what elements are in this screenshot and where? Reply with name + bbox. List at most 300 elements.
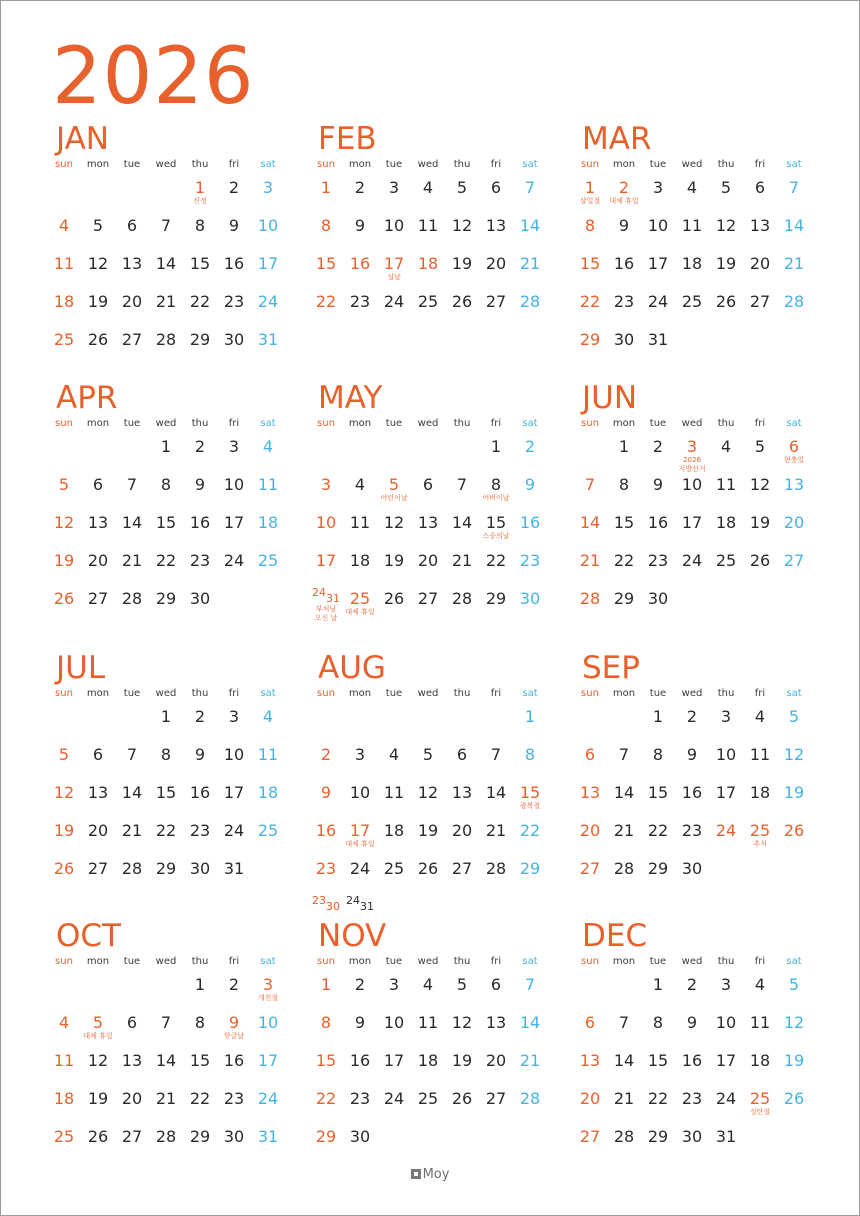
day-number: 25 <box>681 292 703 311</box>
day-cell[interactable] <box>246 515 290 531</box>
day-cell[interactable] <box>508 785 552 811</box>
day-cell[interactable] <box>508 1015 552 1031</box>
weekday-label: mon <box>86 956 110 967</box>
day-cell[interactable] <box>246 977 290 1003</box>
day-number: 9 <box>686 1013 698 1032</box>
day-number: 16 <box>223 1051 245 1070</box>
day-number: 8 <box>584 216 596 235</box>
day-cell[interactable] <box>246 1015 290 1031</box>
day-number: 8 <box>320 216 332 235</box>
day-cell[interactable] <box>772 747 816 763</box>
day-number: 4 <box>686 178 698 197</box>
merged-day-cell[interactable] <box>338 895 382 912</box>
day-cell[interactable] <box>246 747 290 763</box>
day-number: 26 <box>417 859 439 878</box>
day-number: 15 <box>485 513 507 532</box>
weekday-label: thu <box>717 688 735 699</box>
day-number: 11 <box>749 745 771 764</box>
day-number: 7 <box>788 178 800 197</box>
day-number: 25 <box>749 1089 771 1108</box>
day-number: 25 <box>715 551 737 570</box>
weekday-label: fri <box>228 418 240 429</box>
day-number: 18 <box>715 513 737 532</box>
day-cell[interactable] <box>670 861 714 877</box>
month-name: JUN <box>582 380 638 416</box>
day-number: 20 <box>749 254 771 273</box>
day-number: 3 <box>720 707 732 726</box>
day-number: 8 <box>320 1013 332 1032</box>
day-number: 8 <box>524 745 536 764</box>
day-number: 5 <box>422 745 434 764</box>
weekday-label: thu <box>453 159 471 170</box>
day-number: 8 <box>194 1013 206 1032</box>
day-cell[interactable] <box>772 823 816 839</box>
day-number: 20 <box>87 821 109 840</box>
day-number: 26 <box>783 821 805 840</box>
weekday-label: fri <box>490 159 502 170</box>
day-number: 8 <box>652 745 664 764</box>
day-cell[interactable] <box>636 591 680 607</box>
day-number: 15 <box>315 254 337 273</box>
weekday-label: fri <box>490 956 502 967</box>
weekday-label: thu <box>191 418 209 429</box>
holiday-note: 어버이날 <box>482 494 510 502</box>
weekday-label: tue <box>649 688 667 699</box>
day-number: 12 <box>383 513 405 532</box>
day-number: 7 <box>456 475 468 494</box>
day-number: 7 <box>126 475 138 494</box>
day-number: 6 <box>126 216 138 235</box>
day-number: 6 <box>456 745 468 764</box>
day-number: 7 <box>524 975 536 994</box>
month-name: AUG <box>318 650 386 686</box>
day-cell[interactable] <box>508 256 552 272</box>
day-number: 18 <box>417 1051 439 1070</box>
day-cell[interactable] <box>508 747 552 763</box>
day-number: 27 <box>485 1089 507 1108</box>
day-number: 13 <box>485 216 507 235</box>
day-number: 3 <box>228 437 240 456</box>
day-number: 28 <box>613 859 635 878</box>
day-cell[interactable] <box>508 709 552 725</box>
day-number: 11 <box>257 745 279 764</box>
day-cell[interactable] <box>508 553 552 569</box>
day-number: 6 <box>126 1013 138 1032</box>
day-cell[interactable] <box>246 294 290 310</box>
day-number: 14 <box>519 216 541 235</box>
weekday-label: wed <box>417 418 439 429</box>
weekday-label: mon <box>348 688 372 699</box>
day-number: 20 <box>579 1089 601 1108</box>
month-name: SEP <box>582 650 640 686</box>
day-number: 28 <box>121 859 143 878</box>
weekday-label: sat <box>786 159 802 170</box>
day-cell[interactable] <box>246 218 290 234</box>
day-number: 30 <box>223 330 245 349</box>
day-number: 3 <box>228 707 240 726</box>
day-number: 19 <box>715 254 737 273</box>
day-number: 24 <box>223 821 245 840</box>
day-number: 11 <box>715 475 737 494</box>
day-number: 6 <box>584 745 596 764</box>
year-title: 2026 <box>52 32 255 122</box>
day-number: 18 <box>257 783 279 802</box>
day-number: 3 <box>686 437 698 456</box>
day-number: 22 <box>189 1089 211 1108</box>
day-number: 14 <box>783 216 805 235</box>
day-number: 11 <box>749 1013 771 1032</box>
weekday-label: sat <box>260 688 276 699</box>
day-number: 17 <box>715 783 737 802</box>
day-number: 24 <box>715 821 737 840</box>
day-number: 25 <box>417 1089 439 1108</box>
day-cell[interactable] <box>508 823 552 839</box>
day-number: 15 <box>647 1051 669 1070</box>
day-number: 24 <box>383 1089 405 1108</box>
day-cell[interactable] <box>246 1091 290 1107</box>
weekday-label: tue <box>385 688 403 699</box>
day-number: 1 <box>320 975 332 994</box>
day-number: 15 <box>155 783 177 802</box>
holiday-note: 대체 휴일 <box>345 608 375 616</box>
weekday-label: sun <box>55 159 73 170</box>
day-number: 1 <box>490 437 502 456</box>
day-number: 5 <box>58 475 70 494</box>
day-number: 10 <box>223 475 245 494</box>
day-number: 11 <box>383 783 405 802</box>
day-number: 13 <box>579 1051 601 1070</box>
holiday-note: 한글날 <box>223 1032 245 1040</box>
weekday-label: fri <box>754 956 766 967</box>
day-number: 16 <box>189 513 211 532</box>
holiday-note: 추석 <box>753 840 767 848</box>
day-number: 5 <box>456 178 468 197</box>
day-cell[interactable] <box>246 823 290 839</box>
day-number: 7 <box>584 475 596 494</box>
weekday-label: wed <box>417 956 439 967</box>
day-number: 2 <box>686 975 698 994</box>
day-cell[interactable] <box>338 1129 382 1145</box>
day-number: 9 <box>194 745 206 764</box>
day-cell[interactable] <box>246 1129 290 1145</box>
day-number: 27 <box>451 859 473 878</box>
weekday-label: fri <box>754 159 766 170</box>
day-cell[interactable] <box>772 977 816 993</box>
day-number: 31 <box>223 859 245 878</box>
day-number: 25 <box>257 551 279 570</box>
day-cell[interactable] <box>508 180 552 196</box>
day-number: 2 <box>228 975 240 994</box>
day-number: 16 <box>189 783 211 802</box>
split-day-bottom: 31 <box>326 592 340 605</box>
day-cell[interactable] <box>508 977 552 993</box>
day-number: 9 <box>354 216 366 235</box>
day-number: 19 <box>417 821 439 840</box>
day-number: 15 <box>189 1051 211 1070</box>
day-number: 22 <box>519 821 541 840</box>
day-number: 9 <box>652 475 664 494</box>
day-number: 20 <box>121 1089 143 1108</box>
weekday-label: sat <box>786 688 802 699</box>
day-number: 21 <box>155 292 177 311</box>
day-number: 28 <box>451 589 473 608</box>
weekday-label: mon <box>348 956 372 967</box>
day-number: 30 <box>647 589 669 608</box>
day-number: 23 <box>349 292 371 311</box>
day-number: 29 <box>155 859 177 878</box>
weekday-label: wed <box>681 159 703 170</box>
day-number: 19 <box>53 551 75 570</box>
day-cell[interactable] <box>508 591 552 607</box>
day-number: 26 <box>87 330 109 349</box>
day-cell[interactable] <box>246 256 290 272</box>
day-number: 20 <box>485 254 507 273</box>
day-number: 18 <box>749 1051 771 1070</box>
weekday-label: fri <box>490 688 502 699</box>
day-number: 27 <box>417 589 439 608</box>
day-number: 8 <box>652 1013 664 1032</box>
day-number: 15 <box>155 513 177 532</box>
day-number: 30 <box>681 859 703 878</box>
weekday-label: sun <box>317 956 335 967</box>
day-cell[interactable] <box>772 1015 816 1031</box>
weekday-label: wed <box>681 418 703 429</box>
weekday-label: fri <box>228 956 240 967</box>
day-number: 19 <box>749 513 771 532</box>
day-cell[interactable] <box>772 256 816 272</box>
day-number: 30 <box>189 589 211 608</box>
day-number: 16 <box>519 513 541 532</box>
month-name: DEC <box>582 918 648 954</box>
day-number: 3 <box>388 975 400 994</box>
day-number: 30 <box>189 859 211 878</box>
day-number: 4 <box>354 475 366 494</box>
day-number: 25 <box>383 859 405 878</box>
day-number: 2 <box>354 975 366 994</box>
day-number: 22 <box>485 551 507 570</box>
day-number: 5 <box>720 178 732 197</box>
day-number: 20 <box>451 821 473 840</box>
day-number: 28 <box>155 330 177 349</box>
day-number: 31 <box>257 1127 279 1146</box>
day-cell[interactable] <box>508 294 552 310</box>
day-number: 24 <box>257 292 279 311</box>
day-cell[interactable] <box>772 218 816 234</box>
day-number: 11 <box>417 1013 439 1032</box>
day-cell[interactable] <box>508 515 552 531</box>
day-number: 15 <box>315 1051 337 1070</box>
day-number: 6 <box>754 178 766 197</box>
weekday-label: mon <box>612 956 636 967</box>
weekday-label: wed <box>155 159 177 170</box>
day-number: 29 <box>155 589 177 608</box>
day-number: 19 <box>53 821 75 840</box>
month-name: FEB <box>318 121 377 157</box>
day-cell[interactable] <box>772 709 816 725</box>
day-number: 26 <box>451 1089 473 1108</box>
holiday-note: 2026 지방선거 <box>678 456 706 473</box>
month-name: APR <box>56 380 118 416</box>
day-number: 1 <box>194 178 206 197</box>
day-number: 4 <box>754 707 766 726</box>
day-cell[interactable] <box>246 439 290 455</box>
weekday-label: sat <box>786 956 802 967</box>
day-number: 7 <box>618 1013 630 1032</box>
split-day-bottom: 31 <box>360 900 374 913</box>
weekday-label: thu <box>453 418 471 429</box>
day-cell[interactable] <box>772 294 816 310</box>
day-cell[interactable] <box>772 553 816 569</box>
day-number: 7 <box>490 745 502 764</box>
day-cell[interactable] <box>246 709 290 725</box>
weekday-label: sat <box>522 688 538 699</box>
day-cell[interactable] <box>246 785 290 801</box>
day-number: 29 <box>189 330 211 349</box>
day-cell[interactable] <box>246 1053 290 1069</box>
day-number: 11 <box>417 216 439 235</box>
day-number: 22 <box>315 1089 337 1108</box>
day-number: 20 <box>783 513 805 532</box>
weekday-label: sat <box>786 418 802 429</box>
merged-day-cell[interactable] <box>304 587 348 623</box>
day-number: 2 <box>618 178 630 197</box>
holiday-note: 대체 휴일 <box>345 840 375 848</box>
day-cell[interactable] <box>508 439 552 455</box>
weekday-label: sat <box>522 159 538 170</box>
day-number: 10 <box>715 745 737 764</box>
day-number: 30 <box>681 1127 703 1146</box>
month-name: MAY <box>318 380 383 416</box>
weekday-label: fri <box>228 159 240 170</box>
day-number: 28 <box>155 1127 177 1146</box>
day-number: 25 <box>349 589 371 608</box>
day-number: 24 <box>257 1089 279 1108</box>
day-number: 10 <box>647 216 669 235</box>
weekday-label: sun <box>581 688 599 699</box>
day-number: 19 <box>451 254 473 273</box>
day-cell[interactable] <box>178 591 222 607</box>
day-number: 28 <box>485 859 507 878</box>
day-cell[interactable] <box>508 861 552 877</box>
day-number: 22 <box>315 292 337 311</box>
day-cell[interactable] <box>772 477 816 493</box>
day-cell[interactable] <box>508 1091 552 1107</box>
day-number: 14 <box>121 783 143 802</box>
day-cell[interactable] <box>772 515 816 531</box>
day-number: 18 <box>681 254 703 273</box>
day-number: 20 <box>417 551 439 570</box>
brand-name: Moy <box>422 1167 450 1182</box>
day-number: 6 <box>490 975 502 994</box>
day-cell[interactable] <box>246 332 290 348</box>
day-number: 12 <box>451 1013 473 1032</box>
day-cell[interactable] <box>772 785 816 801</box>
day-number: 5 <box>92 1013 104 1032</box>
day-number: 17 <box>223 513 245 532</box>
day-number: 16 <box>681 1051 703 1070</box>
day-number: 9 <box>686 745 698 764</box>
day-number: 27 <box>485 292 507 311</box>
weekday-label: wed <box>417 688 439 699</box>
weekday-label: mon <box>86 159 110 170</box>
day-number: 9 <box>228 216 240 235</box>
day-cell[interactable] <box>508 477 552 493</box>
day-cell[interactable] <box>246 180 290 196</box>
day-number: 18 <box>383 821 405 840</box>
day-number: 21 <box>613 1089 635 1108</box>
day-number: 14 <box>155 1051 177 1070</box>
day-number: 13 <box>87 783 109 802</box>
day-cell[interactable] <box>772 180 816 196</box>
weekday-label: tue <box>649 418 667 429</box>
day-number: 11 <box>349 513 371 532</box>
day-cell[interactable] <box>246 477 290 493</box>
day-number: 9 <box>354 1013 366 1032</box>
day-cell[interactable] <box>772 1053 816 1069</box>
day-number: 16 <box>613 254 635 273</box>
day-number: 15 <box>519 783 541 802</box>
day-number: 30 <box>519 589 541 608</box>
weekday-label: tue <box>385 159 403 170</box>
day-number: 5 <box>92 216 104 235</box>
day-number: 4 <box>262 437 274 456</box>
weekday-label: tue <box>649 159 667 170</box>
day-number: 29 <box>519 859 541 878</box>
day-number: 13 <box>485 1013 507 1032</box>
month-name: JUL <box>56 650 106 686</box>
day-cell[interactable] <box>636 332 680 348</box>
weekday-label: fri <box>228 688 240 699</box>
weekday-label: sun <box>581 159 599 170</box>
day-number: 23 <box>223 292 245 311</box>
day-number: 17 <box>349 821 371 840</box>
day-number: 9 <box>194 475 206 494</box>
day-cell[interactable] <box>508 218 552 234</box>
day-number: 23 <box>223 1089 245 1108</box>
day-number: 30 <box>613 330 635 349</box>
day-cell[interactable] <box>772 439 816 465</box>
day-number: 15 <box>189 254 211 273</box>
day-number: 1 <box>194 975 206 994</box>
weekday-label: wed <box>155 688 177 699</box>
day-number: 21 <box>485 821 507 840</box>
day-number: 10 <box>315 513 337 532</box>
day-number: 6 <box>490 178 502 197</box>
day-number: 1 <box>160 707 172 726</box>
day-number: 14 <box>451 513 473 532</box>
day-number: 9 <box>320 783 332 802</box>
day-number: 10 <box>383 1013 405 1032</box>
day-number: 23 <box>315 859 337 878</box>
day-cell[interactable] <box>212 861 256 877</box>
day-cell[interactable] <box>704 1129 748 1145</box>
day-number: 27 <box>121 1127 143 1146</box>
day-number: 13 <box>451 783 473 802</box>
day-number: 26 <box>53 859 75 878</box>
day-number: 14 <box>519 1013 541 1032</box>
weekday-label: sat <box>260 159 276 170</box>
day-number: 31 <box>257 330 279 349</box>
day-cell[interactable] <box>772 1091 816 1107</box>
day-number: 19 <box>783 783 805 802</box>
day-number: 21 <box>579 551 601 570</box>
day-cell[interactable] <box>508 1053 552 1069</box>
day-number: 28 <box>519 292 541 311</box>
holiday-note: 대체 휴일 <box>609 197 639 205</box>
day-number: 4 <box>422 178 434 197</box>
day-cell[interactable] <box>246 553 290 569</box>
day-number: 7 <box>618 745 630 764</box>
